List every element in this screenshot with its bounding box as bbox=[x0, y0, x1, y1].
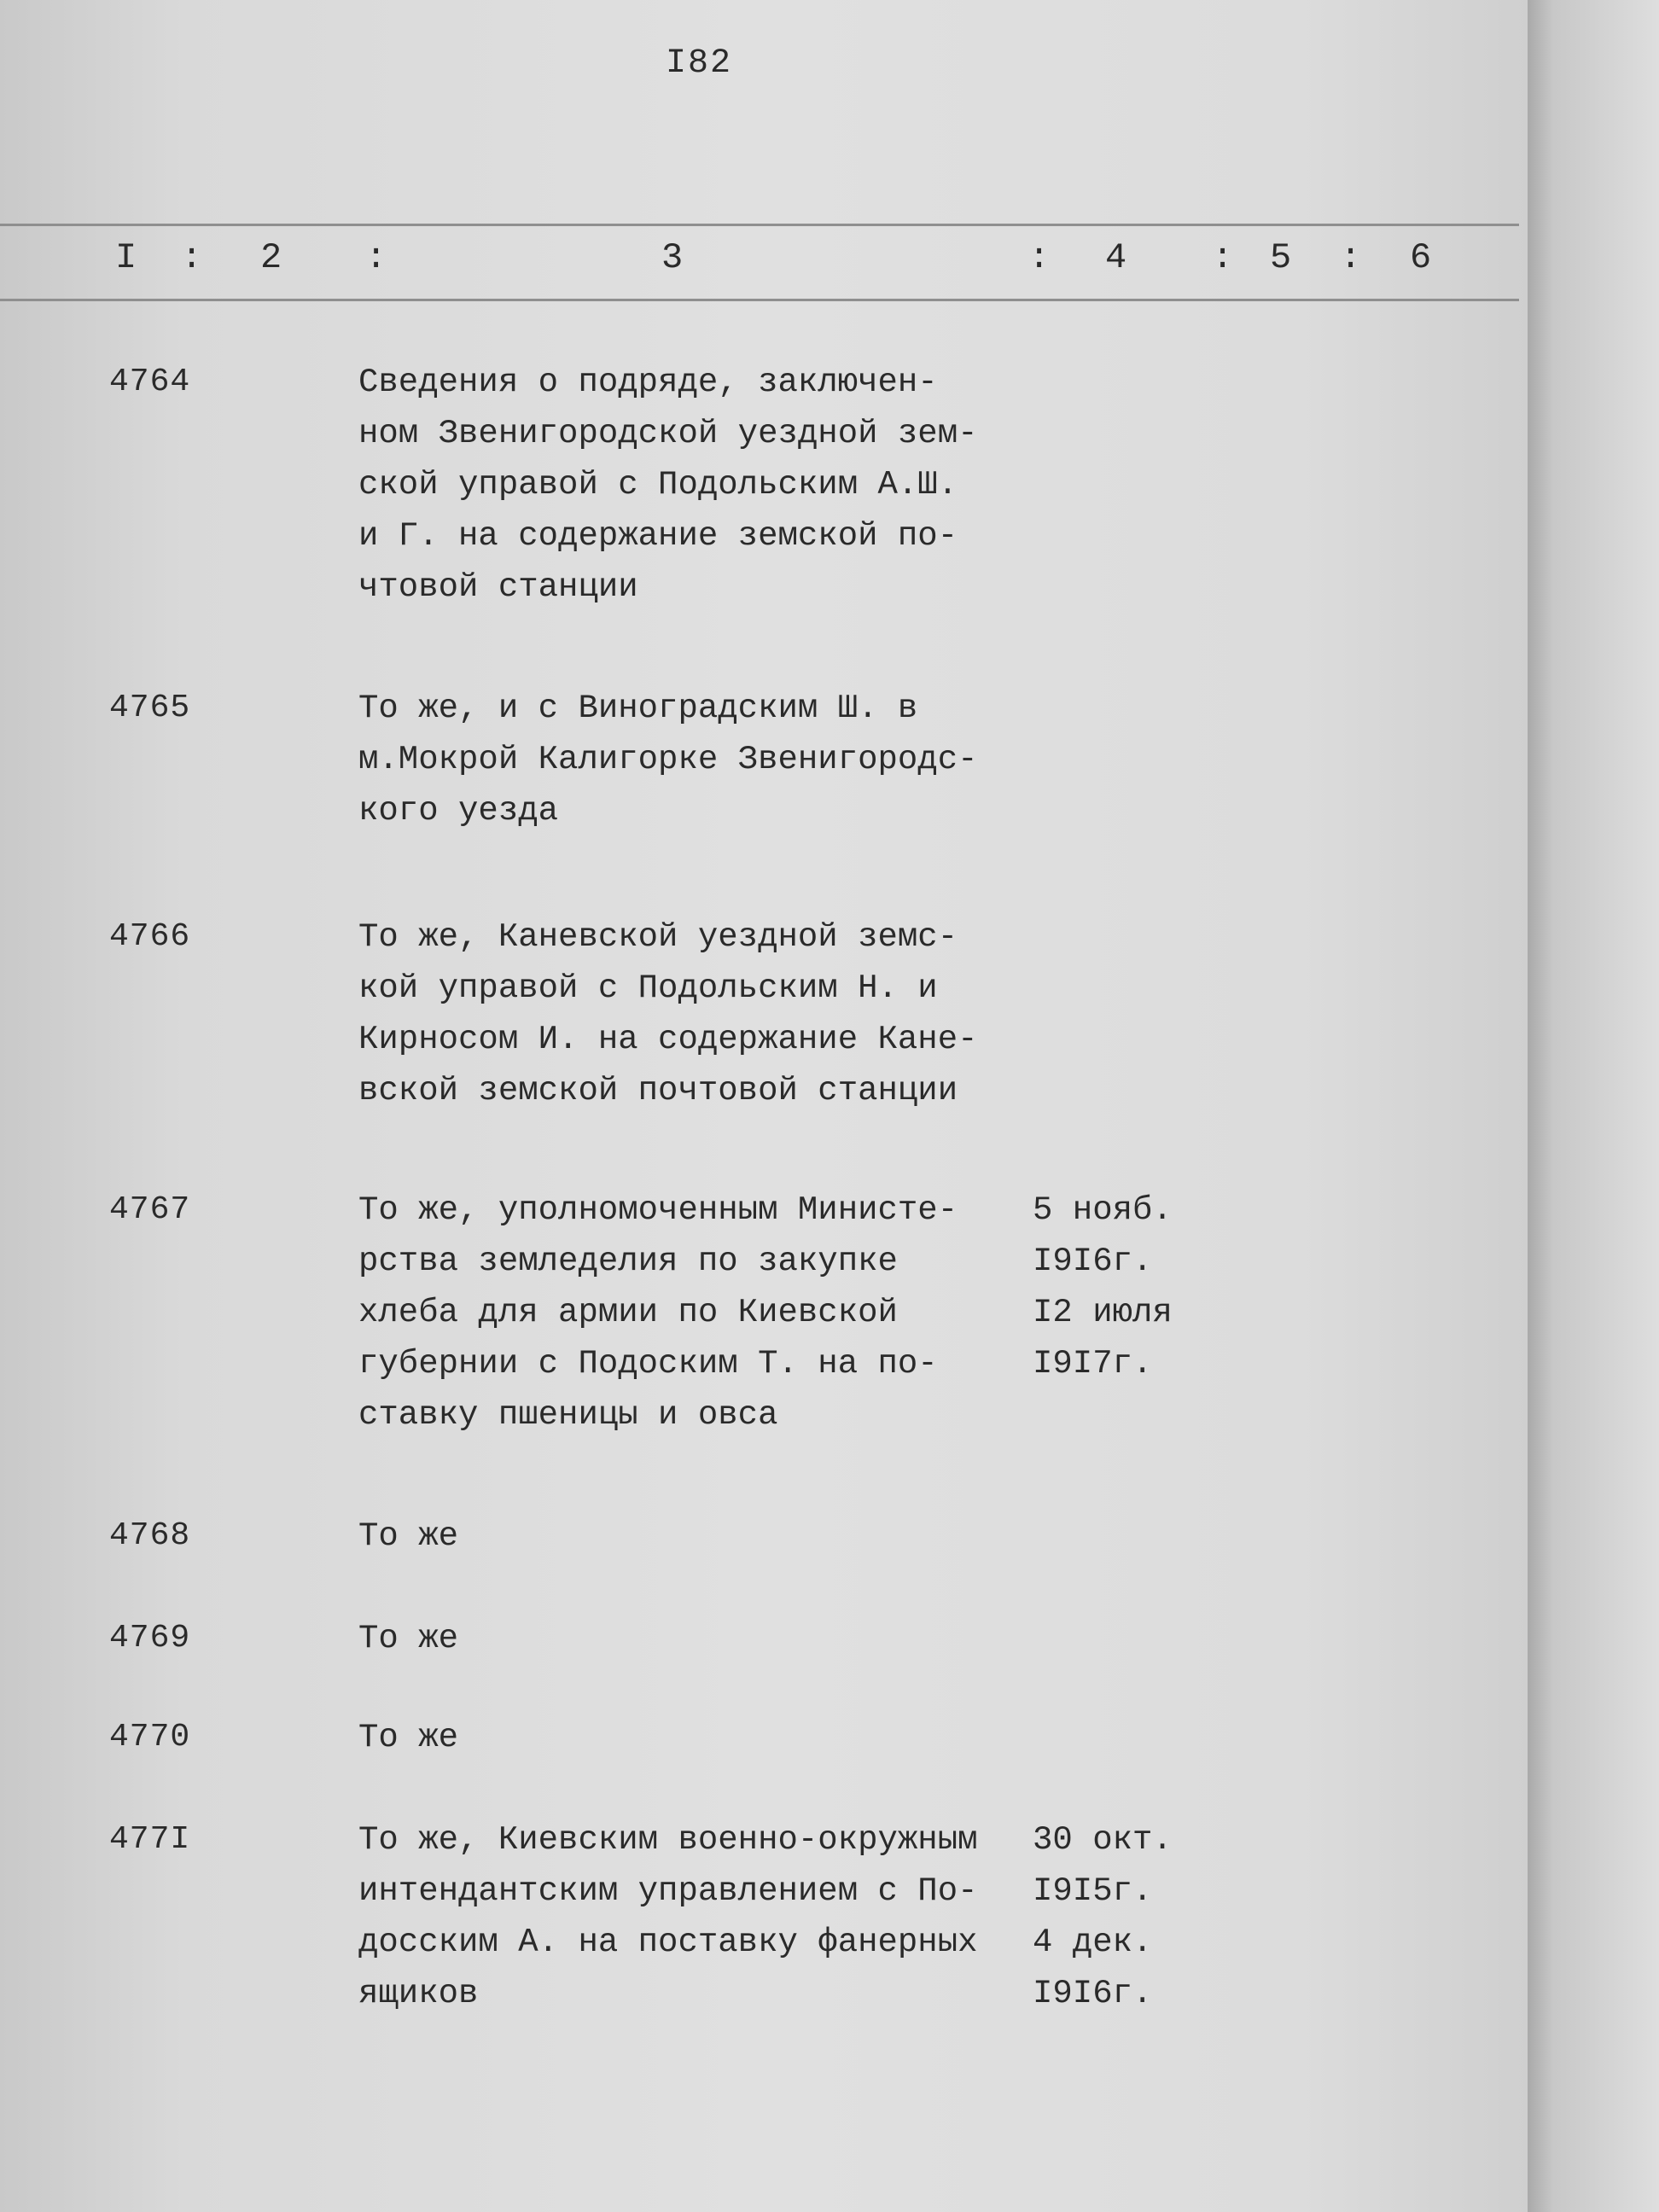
entry-description: То же, уполномоченным Министе- рства земледелия по закупке хлеба для армии по Киевской губернии с Подоским Т. на по- ставку пшеницы и овса bbox=[358, 1191, 958, 1434]
entry-description: Сведения о подряде, заключен- ном Звенигородской уездной зем- ской управой с Подольским А.Ш. и Г. на содержание земской по- чтовой станции bbox=[358, 364, 978, 606]
entry-number: 4770 bbox=[109, 1719, 191, 1755]
entry-number: 4767 bbox=[109, 1191, 191, 1228]
col-separator: : bbox=[1340, 237, 1362, 278]
entry-number: 4769 bbox=[109, 1620, 191, 1656]
entry-dates: 5 нояб. I9I6г. I2 июля I9I7г. bbox=[1033, 1191, 1173, 1382]
entry-number: 4766 bbox=[109, 918, 191, 955]
col-header-4: 4 bbox=[1105, 237, 1127, 278]
col-separator: : bbox=[181, 237, 203, 278]
col-header-5: 5 bbox=[1270, 237, 1292, 278]
entry-description: То же, Киевским военно-окружным интендантским управлением с По- досским А. на поставку фанерных ящиков bbox=[358, 1821, 978, 2012]
col-separator: : bbox=[1212, 237, 1234, 278]
col-header-2: 2 bbox=[260, 237, 282, 278]
header-rule-bottom bbox=[0, 299, 1519, 301]
entry-number: 4765 bbox=[109, 690, 191, 726]
col-separator: : bbox=[1028, 237, 1051, 278]
entry-description: То же, Каневской уездной земс- кой управой с Подольским Н. и Кирносом И. на содержание Кане- вской земской почтовой станции bbox=[358, 918, 978, 1109]
page-number: I82 bbox=[666, 44, 733, 83]
entry-number: 4768 bbox=[109, 1517, 191, 1554]
entry-description: То же bbox=[358, 1517, 459, 1555]
col-header-1: I bbox=[115, 237, 137, 278]
col-separator: : bbox=[365, 237, 387, 278]
entry-description: То же bbox=[358, 1620, 459, 1657]
entry-dates: 30 окт. I9I5г. 4 дек. I9I6г. bbox=[1033, 1821, 1173, 2012]
entry-number: 4764 bbox=[109, 364, 191, 400]
col-header-6: 6 bbox=[1410, 237, 1432, 278]
header-rule-top bbox=[0, 224, 1519, 226]
entry-description: То же, и с Виноградским Ш. в м.Мокрой Калигорке Звенигородс- кого уезда bbox=[358, 690, 978, 830]
page-stack-edge bbox=[1528, 0, 1659, 2212]
col-header-3: 3 bbox=[661, 237, 684, 278]
entry-description: То же bbox=[358, 1719, 459, 1756]
entry-number: 477I bbox=[109, 1821, 191, 1858]
